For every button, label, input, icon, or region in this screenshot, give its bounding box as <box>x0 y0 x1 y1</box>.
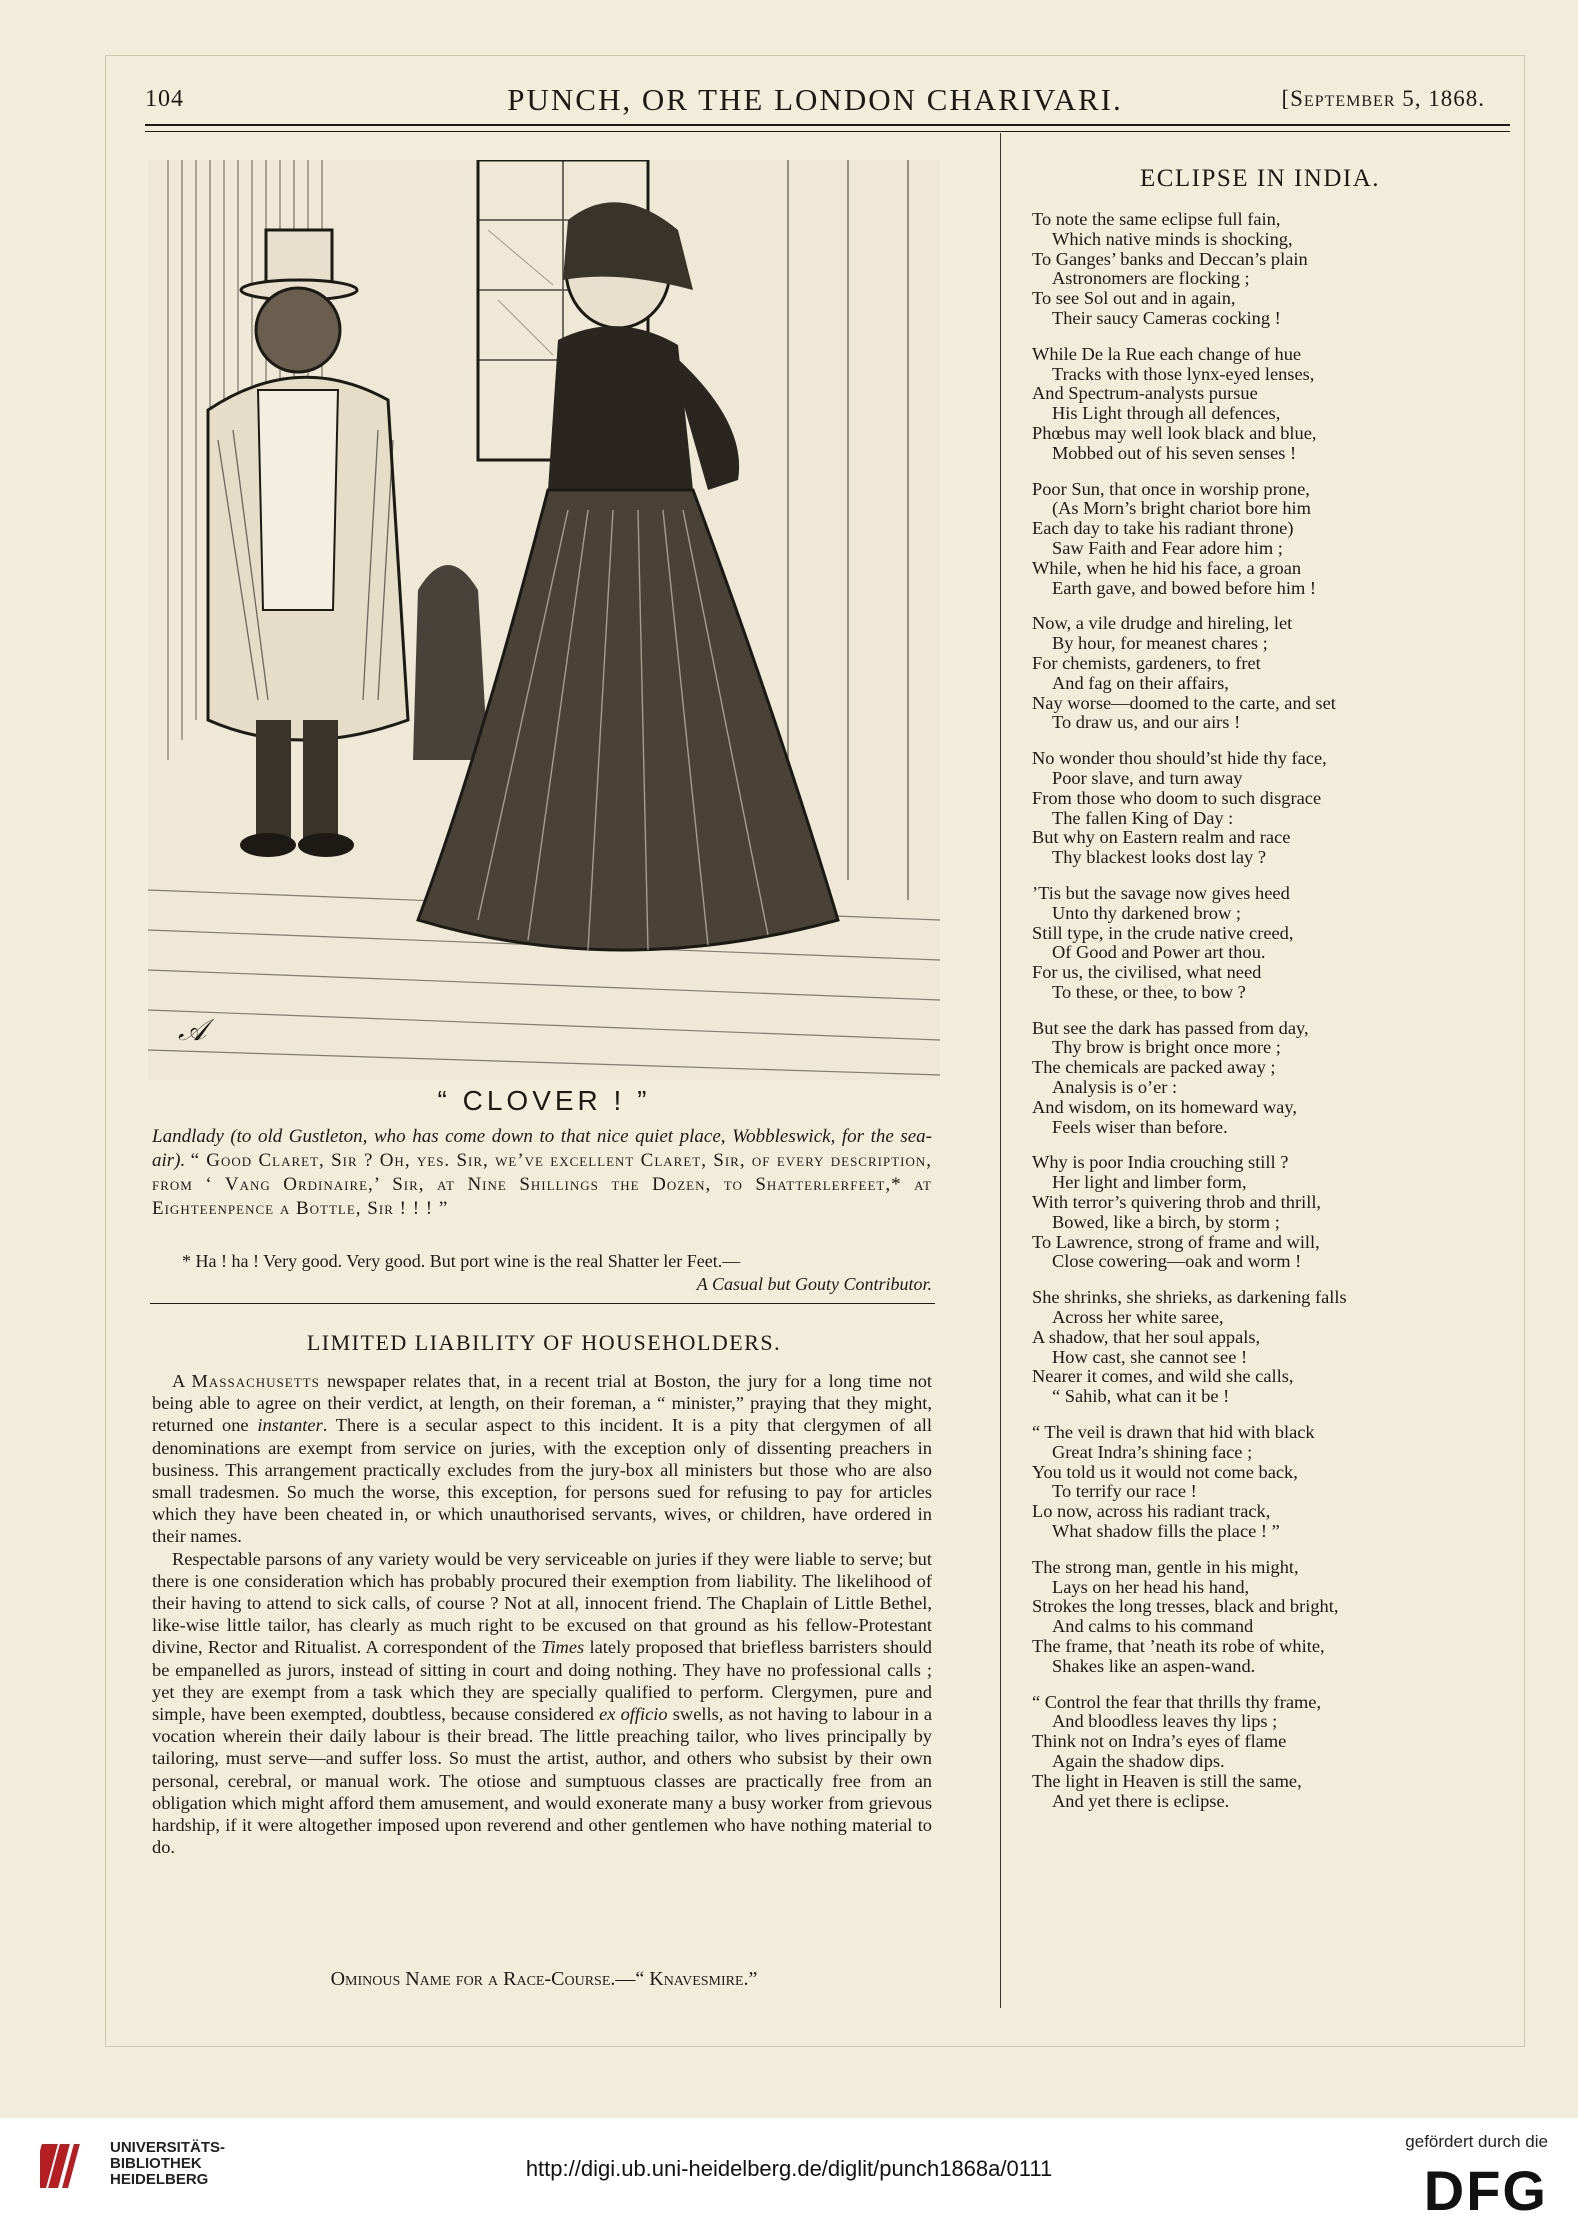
poem-line: Great Indra’s shining face ; <box>1052 1441 1253 1462</box>
page-header <box>145 82 1485 122</box>
footnote-text: * Ha ! ha ! Very good. Very good. But port wine is the real Shatter ler Feet.— <box>182 1251 741 1271</box>
funding-label: gefördert durch die <box>1405 2132 1548 2151</box>
poem-line: Astronomers are flocking ; <box>1052 268 1250 289</box>
poem-line: Feels wiser than before. <box>1052 1116 1228 1137</box>
poem-line: And wisdom, on its homeward way, <box>1032 1096 1297 1117</box>
poem-line: (As Morn’s bright chariot bore him <box>1052 498 1311 519</box>
cartoon-illustration <box>148 160 940 1080</box>
poem-body <box>1032 210 1502 1827</box>
poem-line: Each day to take his radiant throne) <box>1032 518 1294 539</box>
engraving-illustration-icon <box>148 160 940 1080</box>
poem-line: The light in Heaven is still the same, <box>1032 1770 1302 1791</box>
poem-line: No wonder thou should’st hide thy face, <box>1032 748 1327 769</box>
footnote-signature: A Casual but Gouty Contributor. <box>696 1274 932 1294</box>
poem-line: Poor slave, and turn away <box>1052 767 1243 788</box>
poem-line: To Lawrence, strong of frame and will, <box>1032 1231 1320 1252</box>
poem-title: ECLIPSE IN INDIA. <box>1139 165 1381 192</box>
poem-stanza <box>1032 884 1502 1003</box>
poem-line: His Light through all defences, <box>1052 403 1281 424</box>
cartoon-caption <box>152 1125 932 1221</box>
poem-line: “ The veil is drawn that hid with black <box>1032 1422 1315 1443</box>
poem-line: Their saucy Cameras cocking ! <box>1052 307 1281 328</box>
library-name: UNIVERSITÄTS- BIBLIOTHEK HEIDELBERG <box>110 2139 226 2188</box>
poem-line: Close cowering—oak and worm ! <box>1052 1251 1302 1272</box>
poem-line: Strokes the long tresses, black and bright, <box>1032 1596 1339 1617</box>
svg-text:𝒜: 𝒜 <box>178 1014 207 1047</box>
poem-line: Earth gave, and bowed before him ! <box>1052 577 1317 598</box>
poem-line: To note the same eclipse full fain, <box>1032 209 1281 229</box>
poem-line: While De la Rue each change of hue <box>1032 343 1302 364</box>
poem-line: ’Tis but the savage now gives heed <box>1032 882 1290 903</box>
poem-line: To Ganges’ banks and Deccan’s plain <box>1032 248 1308 269</box>
poem-line: You told us it would not come back, <box>1032 1461 1298 1482</box>
article-paragraph-2: Respectable parsons of any variety would be very serviceable on juries if they were liable to serve; but there is one consideration which has probably procured their exemption from liability. The likelihood of their having to attend to sick calls, of course ? Not at all, innocent friend. The Chaplain of Little Bethel, like-wise little tailor, has clearly as much right to be excused on that ground as his fellow-Protestant divine, Rector and Ritualist. A correspondent of the Times lately proposed that briefless barristers should be empanelled as jurors, instead of sitting in court and doing nothing. They have no professional calls ; yet they are exempt from a task which they are specially qualified to perform. Clergymen, pure and simple, have been exempted, doubtless, because considered ex officio swells, as not having to labour in a vocation wherein their daily labour is their bread. The little preaching tailor, who lives principally by tailoring, must serve—and suffer loss. So must the artist, author, and others who subsist by their own personal, cerebral, or manual work. The otiose and sumptuous classes are practically free from an obligation which might afford them amusement, and would exonerate many a busy worker from grievous hardship, if it were altogether imposed upon reverend and other gentlemen who have nothing material to do. <box>152 1548 933 1858</box>
caption-speech: “ Good Claret, Sir ? Oh, yes. Sir, we’ve excellent Claret, Sir, of every description, from ‘ Vang Ordinaire,’ Sir, at Nine Shillings the Dozen, to Shatterlerfeet,* at Eighteenpence a Bottle, Sir ! ! ! ” <box>152 1150 932 1219</box>
poem-stanza <box>1032 1288 1502 1407</box>
poem-line: Poor Sun, that once in worship prone, <box>1032 478 1310 499</box>
poem-line: Thy blackest looks dost lay ? <box>1052 847 1267 868</box>
poem-line: How cast, she cannot see ! <box>1052 1346 1248 1367</box>
poem-line: To draw us, and our airs ! <box>1052 712 1241 733</box>
poem-line: With terror’s quivering throb and thrill, <box>1032 1192 1322 1213</box>
poem-stanza <box>1032 1558 1502 1677</box>
poem-line: While, when he hid his face, a groan <box>1032 557 1302 578</box>
poem-line: But see the dark has passed from day, <box>1032 1017 1309 1038</box>
poem-line: Which native minds is shocking, <box>1052 228 1293 249</box>
article-title: LIMITED LIABILITY OF HOUSEHOLDERS. <box>306 1330 782 1355</box>
issue-date: [September 5, 1868. <box>1281 86 1485 111</box>
poem-stanza <box>1032 1693 1502 1812</box>
ominous-note: Ominous Name for a Race-Course.—“ Knavesmire.” <box>330 1968 758 1990</box>
poem-stanza <box>1032 480 1502 599</box>
poem-stanza <box>1032 614 1502 733</box>
poem-line: For us, the civilised, what need <box>1032 962 1262 983</box>
poem-line: By hour, for meanest chares ; <box>1052 633 1268 654</box>
column-divider <box>1000 133 1001 2008</box>
source-url-link[interactable]: http://digi.ub.uni-heidelberg.de/diglit/punch1868a/0111 <box>525 2156 1053 2181</box>
poem-line: Again the shadow dips. <box>1052 1750 1225 1771</box>
poem-line: Unto thy darkened brow ; <box>1052 902 1241 923</box>
poem-stanza <box>1032 1423 1502 1542</box>
poem-line: The fallen King of Day : <box>1052 807 1234 828</box>
poem-line: Still type, in the crude native creed, <box>1032 922 1294 943</box>
poem-line: And yet there is eclipse. <box>1052 1790 1230 1811</box>
poem-line: The chemicals are packed away ; <box>1032 1057 1276 1078</box>
section-rule <box>150 1303 935 1304</box>
poem-line: Tracks with those lynx-eyed lenses, <box>1052 363 1315 384</box>
caption-speaker: Landlady (to old Gustleton, who has come down to that nice quiet place, Wobbleswick, for the sea-air). <box>152 1126 932 1171</box>
poem-line: Mobbed out of his seven senses ! <box>1052 442 1297 463</box>
poem-line: Why is poor India crouching still ? <box>1032 1152 1289 1173</box>
poem-line: From those who doom to such disgrace <box>1032 787 1322 808</box>
poem-line: Across her white saree, <box>1052 1307 1224 1328</box>
cartoon-footnote <box>152 1250 932 1296</box>
poem-line: But why on Eastern realm and race <box>1032 827 1291 848</box>
poem-line: Her light and limber form, <box>1052 1172 1247 1193</box>
poem-line: To see Sol out and in again, <box>1032 288 1236 309</box>
article-paragraph-1: A Massachusetts newspaper relates that, in a recent trial at Boston, the jury for a long time not being able to agree on their verdict, at length, on their foreman, a “ minister,” praying that they might, returned one instanter. There is a secular aspect to this incident. It is a pity that clergymen of all denominations are exempt from service on juries, with the exception only of dissenting preachers in business. This arrangement practically excludes from the jury-box all ministers but those who are also small tradesmen. So much the worse, this exception, for persons sued for refusing to pay for articles which they have been cheated in, or which unauthorised servants, wives, or children, have ordered in their names. <box>152 1371 932 1547</box>
header-rule <box>145 124 1510 132</box>
poem-stanza <box>1032 210 1502 329</box>
poem-line: She shrinks, she shrieks, as darkening falls <box>1032 1287 1347 1308</box>
poem-line: And Spectrum-analysts pursue <box>1032 383 1258 404</box>
poem-line: What shadow fills the place ! ” <box>1052 1521 1280 1542</box>
poem-stanza <box>1032 1153 1502 1272</box>
poem-line: “ Control the fear that thrills thy frame, <box>1032 1691 1322 1712</box>
poem-line: “ Sahib, what can it be ! <box>1052 1386 1230 1407</box>
poem-line: Bowed, like a birch, by storm ; <box>1052 1211 1280 1232</box>
poem-line: Saw Faith and Fear adore him ; <box>1052 537 1283 558</box>
poem-line: Nay worse—doomed to the carte, and set <box>1032 692 1336 713</box>
dfg-logo[interactable]: DFG <box>1423 2159 1548 2222</box>
poem-stanza <box>1032 1019 1502 1138</box>
poem-line: Of Good and Power art thou. <box>1052 942 1266 963</box>
poem-line: And calms to his command <box>1052 1616 1254 1637</box>
cartoon-caption-title: “ CLOVER ! ” <box>437 1085 651 1116</box>
poem-line: Now, a vile drudge and hireling, let <box>1032 613 1293 634</box>
poem-line: The strong man, gentle in his might, <box>1032 1556 1299 1577</box>
poem-line: To these, or thee, to bow ? <box>1052 981 1246 1002</box>
digitization-footer <box>0 2118 1578 2229</box>
poem-line: Phœbus may well look black and blue, <box>1032 422 1317 443</box>
page-number: 104 <box>145 86 184 112</box>
poem-line: A shadow, that her soul appals, <box>1032 1326 1261 1347</box>
poem-line: To terrify our race ! <box>1052 1481 1197 1502</box>
poem-line: Thy brow is bright once more ; <box>1052 1037 1281 1058</box>
poem-line: The frame, that ’neath its robe of white, <box>1032 1636 1325 1656</box>
poem-line: Think not on Indra’s eyes of flame <box>1032 1731 1287 1752</box>
poem-line: Lays on her head his hand, <box>1052 1576 1250 1597</box>
poem-line: Shakes like an aspen-wand. <box>1052 1655 1256 1676</box>
poem-stanza <box>1032 749 1502 868</box>
poem-stanza <box>1032 345 1502 464</box>
poem-line: And fag on their affairs, <box>1052 672 1229 693</box>
poem-line: Nearer it comes, and wild she calls, <box>1032 1366 1294 1387</box>
publication-title: PUNCH, OR THE LONDON CHARIVARI. <box>507 82 1123 117</box>
poem-line: Lo now, across his radiant track, <box>1032 1501 1271 1522</box>
article-body <box>152 1370 932 1858</box>
poem-line: Analysis is o’er : <box>1052 1077 1178 1098</box>
poem-line: For chemists, gardeners, to fret <box>1032 652 1261 673</box>
poem-line: And bloodless leaves thy lips ; <box>1052 1711 1278 1732</box>
